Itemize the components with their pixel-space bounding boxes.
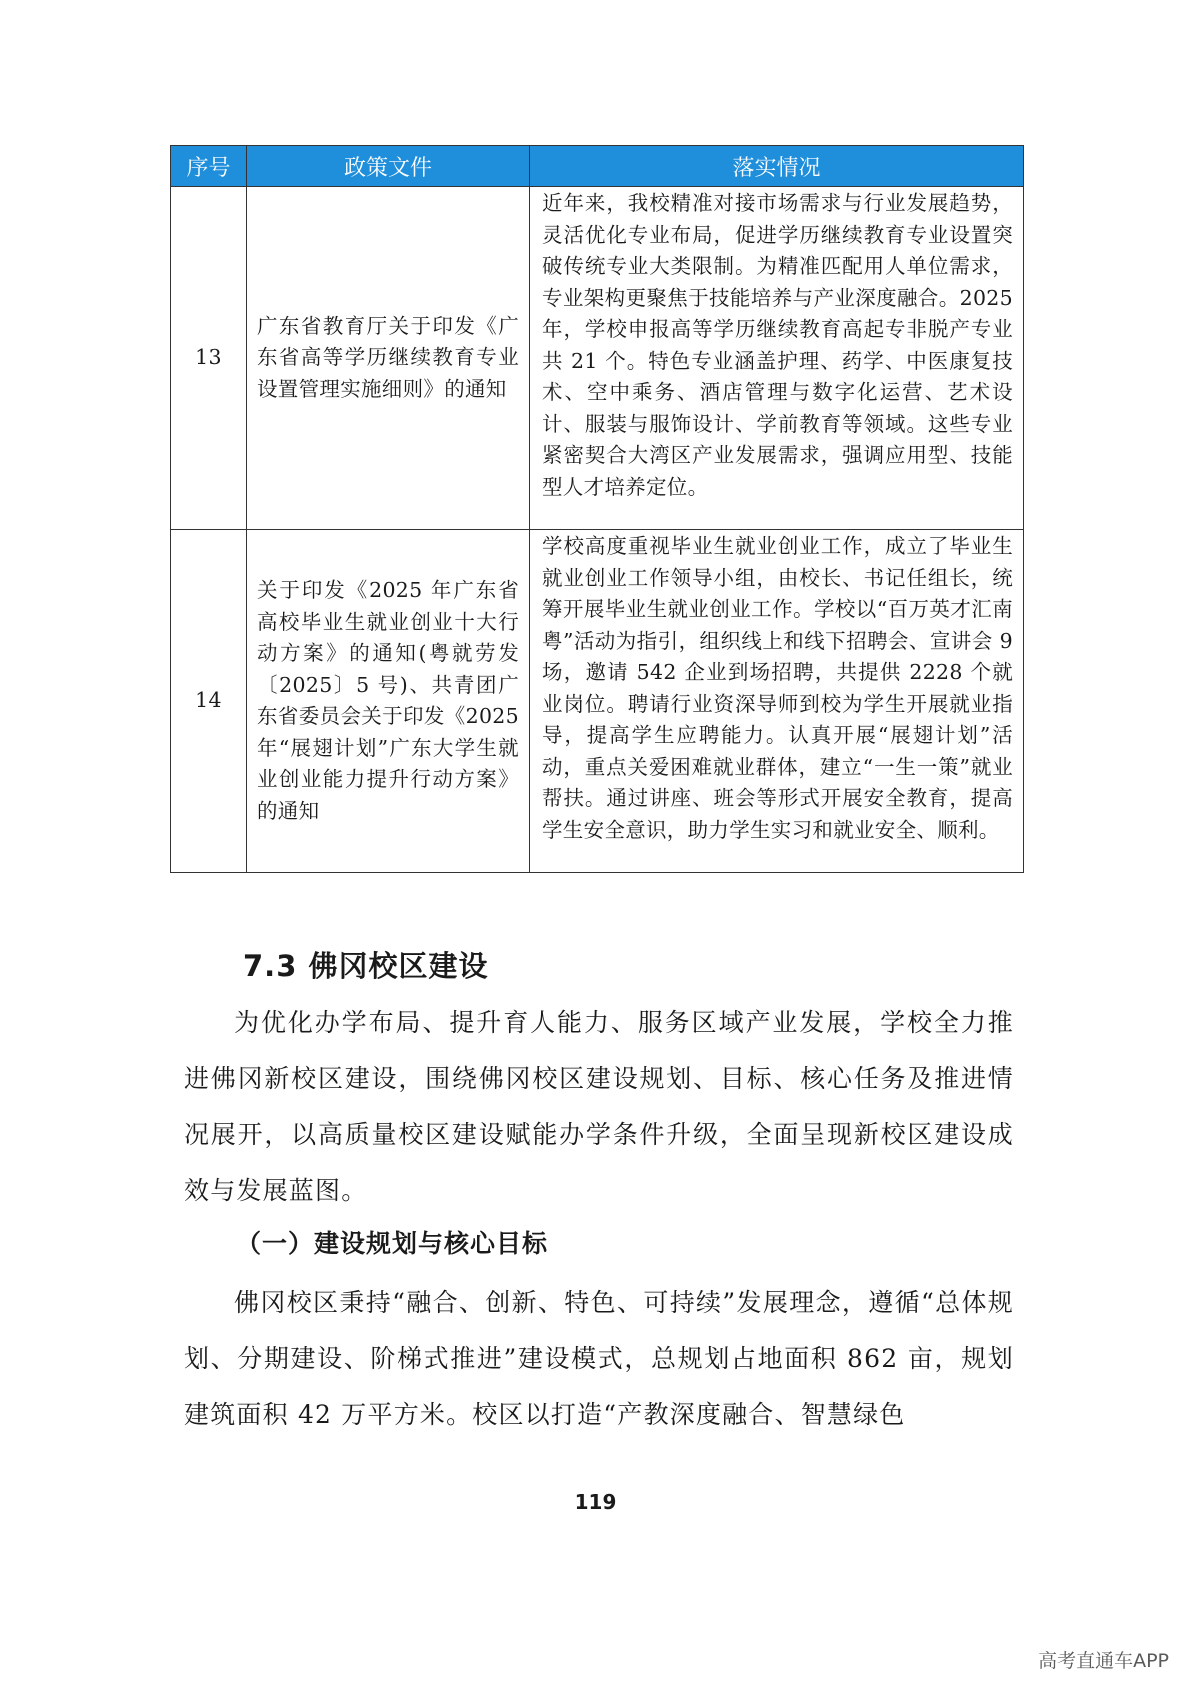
header-policy: 政策文件 bbox=[247, 146, 530, 187]
section-heading: 7.3 佛冈校区建设 bbox=[243, 949, 489, 983]
row-serial: 13 bbox=[171, 187, 247, 530]
row-implementation: 近年来，我校精准对接市场需求与行业发展趋势，灵活优化专业布局，促进学历继续教育专业设置突破传统专业大类限制。为精准匹配用人单位需求，专业架构更聚焦于技能培养与产业深度融合。2025 年，学校申报高等学历继续教育高起专非脱产专业共 21 个。特色专业涵盖护理、药学、中医康复技术、空中乘务、酒店管理与数字化运营、艺术设计、服装与服饰设计、学前教育等领域。这些专业紧密契合大湾区产业发展需求，强调应用型、技能型人才培养定位。 bbox=[530, 187, 1024, 530]
table-row bbox=[171, 530, 1024, 873]
table-row bbox=[171, 187, 1024, 530]
watermark: 高考直通车APP bbox=[1038, 1650, 1169, 1672]
intro-paragraph: 为优化办学布局、提升育人能力、服务区域产业发展，学校全力推进佛冈新校区建设，围绕佛冈校区建设规划、目标、核心任务及推进情况展开，以高质量校区建设赋能办学条件升级，全面呈现新校区建设成效与发展蓝图。 bbox=[184, 1008, 1014, 1205]
row-serial: 14 bbox=[171, 530, 247, 873]
sub-heading: （一）建设规划与核心目标 bbox=[236, 1229, 549, 1258]
header-serial: 序号 bbox=[171, 146, 247, 187]
policy-table bbox=[170, 145, 1024, 873]
page-number: 119 bbox=[574, 1490, 617, 1514]
table-header-row bbox=[171, 146, 1024, 187]
row-policy: 广东省教育厅关于印发《广东省高等学历继续教育专业设置管理实施细则》的通知 bbox=[247, 187, 530, 530]
header-implementation: 落实情况 bbox=[530, 146, 1024, 187]
row-policy: 关于印发《2025 年广东省高校毕业生就业创业十大行动方案》的通知(粤就劳发〔2025〕5 号)、共青团广东省委员会关于印发《2025 年“展翅计划”广东大学生就业创业能力提升行动方案》的通知 bbox=[247, 530, 530, 873]
body-paragraph: 佛冈校区秉持“融合、创新、特色、可持续”发展理念，遵循“总体规划、分期建设、阶梯式推进”建设模式，总规划占地面积 862 亩，规划建筑面积 42 万平方米。校区以打造“产教深度融合、智慧绿色 bbox=[184, 1288, 1014, 1429]
row-implementation: 学校高度重视毕业生就业创业工作，成立了毕业生就业创业工作领导小组，由校长、书记任组长，统筹开展毕业生就业创业工作。学校以“百万英才汇南粤”活动为指引，组织线上和线下招聘会、宣讲会 9 场，邀请 542 企业到场招聘，共提供 2228 个就业岗位。聘请行业资深导师到校为学生开展就业指导，提高学生应聘能力。认真开展“展翅计划”活动，重点关爱困难就业群体，建立“一生一策”就业帮扶。通过讲座、班会等形式开展安全教育，提高学生安全意识，助力学生实习和就业安全、顺利。 bbox=[530, 530, 1024, 873]
